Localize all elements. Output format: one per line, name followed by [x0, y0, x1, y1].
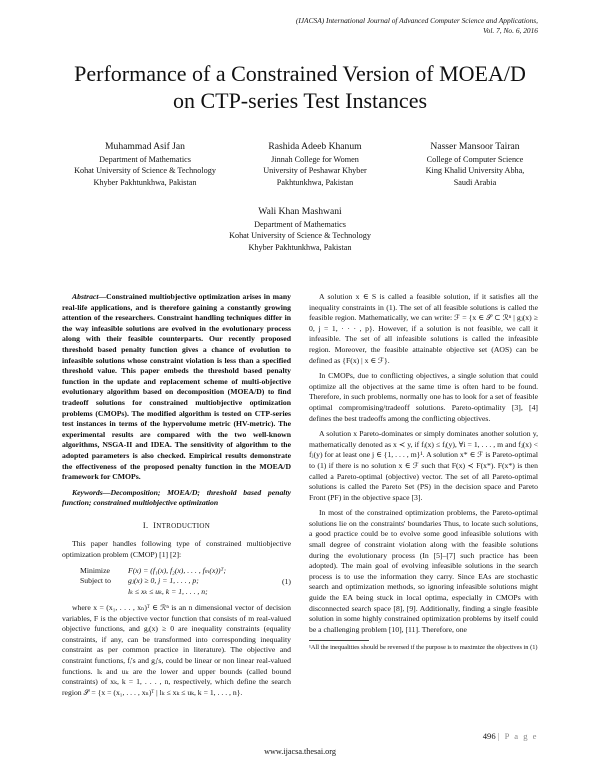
author-affiliation: Saudi Arabia: [453, 177, 497, 187]
author-block-2: [235, 140, 395, 188]
author-affiliation: College of Computer Science: [426, 155, 524, 164]
definitions-paragraph: where x = (x₁, . . . , xₙ)ᵀ ∈ ℛⁿ is an n dimensional vector of decision variables, F is the objective vector function that consists of m real-valued objective functions, and gᵢ(x) ≥ 0 are inequality constraints (equality constraints, if any, can be transformed into corresponding inequality constraint as per common practice in literature). The objective and constraint functions, fᵢ's and gⱼ's, could be linear or non linear real-valued functions. lₖ and uₖ are the lower and upper bounds (called bound constraints) of xₖ, k = 1, . . . , n, respectively, which define the search region 𝒮 = {x = (x₁, . . . , xₙ)ᵀ | lₖ ≤ xₖ ≤ uₖ, k = 1, . . . , n}.: [62, 603, 291, 697]
author-block-4: [200, 205, 400, 253]
author-affiliation: University of Peshawar Khyber: [263, 166, 367, 176]
equation-minimize-expr: F(x) = (f₁(x), f₂(x), . . . , fₘ(x))ᵀ;: [128, 565, 227, 575]
author-affiliation: Department of Mathematics: [254, 220, 346, 229]
author-name: Rashida Adeeb Khanum: [268, 141, 362, 152]
equation-bounds-expr: lₖ ≤ xₖ ≤ uₖ, k = 1, . . . , n;: [128, 587, 208, 597]
pareto-paragraph: A solution x Pareto-dominates or simply dominates another solution y, mathematically denoted as x ≺ y, if fᵢ(x) ≤ fᵢ(y), ∀i = 1, . . . , m and fⱼ(x) < fⱼ(y) for at least one j ∈ {1, . . . , m}¹. A solution x* ∈ ℱ is Pareto-optimal to (1) if there is no solution x ∈ ℱ such that F(x) ≺ F(x*). F(x*) is then called a Pareto-optimal (objective) vector. The set of all Pareto-optimal solutions is called the Pareto Set (PS) in the decision space and Pareto Front (PF) in the objective space [3].: [309, 429, 538, 502]
author-affiliation: Department of Mathematics: [99, 155, 191, 164]
cmop-paragraph: In CMOPs, due to conflicting objectives, a single solution that could optimize all the objectives at the same time is often hard to be found. Therefore, in such problems, normally one has to look for a set of feasible optimal compromising/tradeoff solutions. Pareto-optimality [3], [4] defines the best tradeoffs among the conflicting objectives.: [309, 371, 538, 423]
paper-title-line1: Performance of a Constrained Version of MOEA/D: [74, 61, 526, 86]
equation-minimize-label: Minimize: [80, 565, 110, 575]
author-affiliation: Kohat University of Science & Technology: [74, 166, 216, 176]
author-affiliation: Pakhtunkhwa, Pakistan: [276, 177, 354, 187]
author-affiliation: Khyber Pakhtunkhwa, Pakistan: [93, 177, 197, 187]
author-block-1: [60, 140, 230, 188]
equation-number: (1): [282, 576, 291, 586]
author-affiliation: Kohat University of Science & Technology: [229, 231, 371, 241]
paper-title-line2: on CTP-series Test Instances: [172, 88, 428, 113]
author-name: Nasser Mansoor Tairan: [430, 141, 520, 152]
equation-1: [62, 566, 291, 598]
paper-title: [40, 60, 560, 114]
page-number-value: 496: [482, 731, 496, 741]
keywords: [62, 488, 291, 509]
keywords-label: Keywords: [72, 487, 103, 497]
journal-header-line2: Vol. 7, No. 6, 2016: [482, 26, 538, 35]
infeasible-paragraph: In most of the constrained optimization problems, the Pareto-optimal solutions lie on the constraints' boundaries Thus, to locate such solutions, a good practice could be to evolve some good infeasible solutions with small degree of constraint violation along with the feasible solutions during the evolutionary process (In [5]–[7] such practice has been adopted). The main goal of evolving infeasible solutions in the search process is to use the information they carry. Since EAs are stochastic search and optimization methods, so ignoring infeasible solutions might guide the EA being stuck in local optima, especially in CMOPs with disconnected search space [8], [9]. Additionally, finding a single feasible solution in some highly constrained optimization problems by itself could be a challenging problem [10], [11]. Therefore, one: [309, 508, 538, 634]
abstract: [62, 292, 291, 483]
intro-paragraph: This paper handles following type of constrained multiobjective optimization problem (CMOP) [1] [2]:: [62, 539, 291, 560]
feasible-paragraph: A solution x ∈ S is called a feasible solution, if it satisfies all the inequality constraints in (1). The set of all feasible solutions is called the feasible region. Mathematically, we can write: ℱ = {x ∈ 𝒮 ⊂ ℛⁿ | gⱼ(x) ≥ 0, j = 1, · · · , p}. However, if a solution is not feasible, we call it infeasible. The set of all infeasible solutions is called the infeasible region. Moreover, the feasible attainable objective set (AOS) can be defined as {F(x) | x ∈ ℱ}.: [309, 292, 538, 365]
author-affiliation: Jinnah College for Women: [271, 155, 359, 164]
abstract-label: Abstract: [72, 292, 99, 301]
abstract-text: —Constrained multiobjective optimization arises in many real-life applications, and is therefore gaining a constantly growing attention of the researchers. Constraint handling techniques differ in the way infeasible solutions are evolved in the evolutionary process along with their feasible counterparts. Our recently proposed threshold based penalty function gives a chance of evolution to infeasible solutions whose constraint violation is less than a specified threshold value. This paper embeds the threshold based penalty function in the update and replacement scheme of multi-objective evolutionary algorithm based on decomposition (MOEA/D) to find tradeoff solutions for constrained multiobjective optimization problems (CMOPs). The modified algorithm is tested on CTP-series test instances in terms of the hypervolume metric (HV-metric). The experimental results are compared with the two well-known algorithms, NSGA-II and IDEA. The sensitivity of algorithm to the adopted parameters is also checked. Empirical results demonstrate the effectiveness of the proposed penalty function in the MOEA/D framework for CMOPs.: [62, 292, 291, 482]
journal-header-line1: (IJACSA) International Journal of Advanced Computer Science and Applications,: [295, 16, 538, 25]
section-first-letter: I: [153, 520, 157, 530]
author-name: Muhammad Asif Jan: [105, 141, 185, 152]
author-name: Wali Khan Mashwani: [258, 206, 342, 217]
equation-subject-expr: gⱼ(x) ≥ 0, j = 1, . . . , p;: [128, 576, 199, 586]
footer-url[interactable]: www.ijacsa.thesai.org: [264, 747, 336, 756]
author-affiliation: King Khalid University Abha,: [425, 166, 525, 176]
page-label: | P a g e: [497, 731, 538, 741]
section-rest: NTRODUCTION: [156, 521, 211, 530]
equation-subject-label: Subject to: [80, 576, 111, 586]
author-block-3: [395, 140, 555, 188]
journal-header: [158, 16, 538, 36]
page-number: [483, 731, 538, 741]
footnote: ¹All the inequalities should be reversed if the purpose is to maximize the objectives in (1): [309, 644, 538, 652]
author-affiliation: Khyber Pakhtunkhwa, Pakistan: [248, 242, 352, 252]
section-numeral: I.: [142, 520, 149, 530]
keywords-text: —Decomposition; MOEA/D; threshold based penalty function; constrained multiobjective optimization: [62, 487, 291, 508]
left-column: [62, 292, 291, 703]
footnote-rule: [309, 640, 369, 641]
right-column: [309, 292, 538, 653]
section-heading-introduction: [62, 521, 291, 532]
